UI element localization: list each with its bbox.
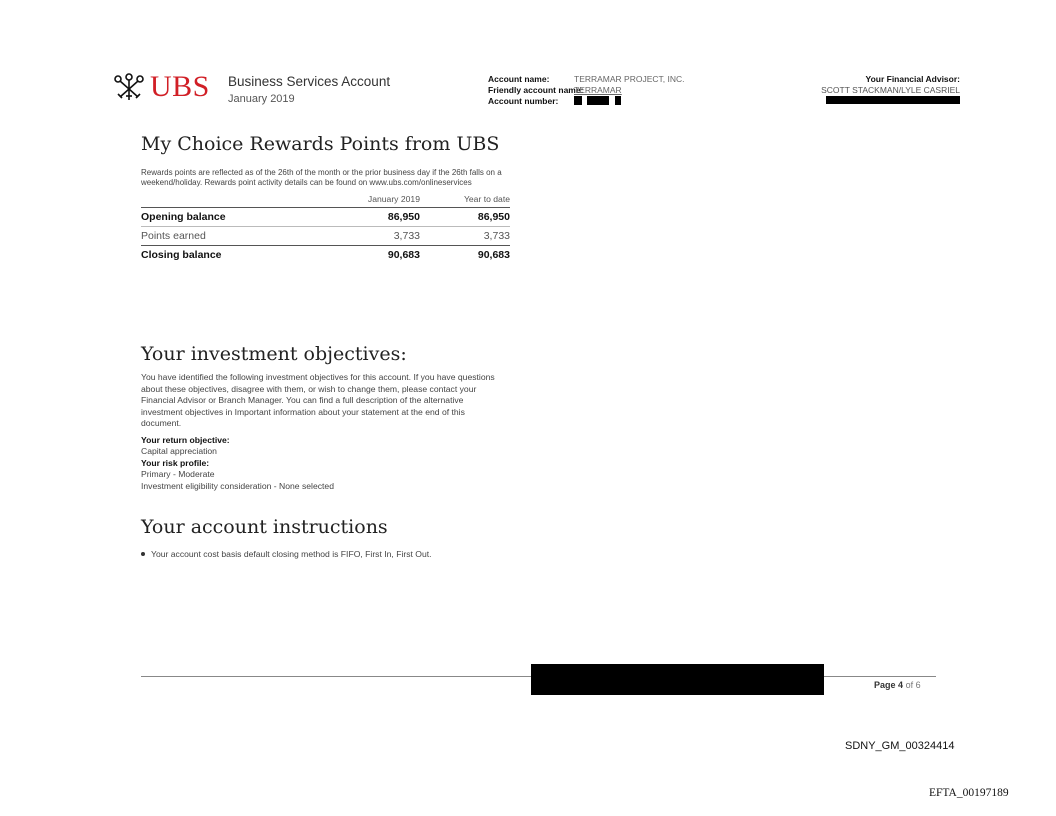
risk-profile-value: Primary - Moderate [141, 469, 215, 479]
return-objective-value: Capital appreciation [141, 446, 217, 456]
account-name-value: TERRAMAR PROJECT, INC. [574, 74, 685, 84]
objectives-paragraph: You have identified the following investment objectives for this account. If you have questions about these objectives, disagree with them, or wish to change them, please contact your Financial Advisor or Branch Manager. You can find a full description of the alternative investment objectives in Important information about your statement at the end of this document. [141, 372, 495, 428]
rewards-title: My Choice Rewards Points from UBS [141, 133, 500, 155]
rewards-intro: Rewards points are reflected as of the 26th of the month or the prior business day if the 26th falls on a weekend/holiday. Rewards point activity details can be found on www.ubs.com/onlineservices [141, 168, 502, 187]
instruction-item: Your account cost basis default closing method is FIFO, First In, First Out. [141, 549, 432, 559]
financial-advisor [821, 74, 960, 107]
col-ytd: Year to date [420, 192, 510, 208]
return-objective-label: Your return objective: [141, 434, 230, 445]
account-number-label: Account number: [488, 96, 559, 106]
friendly-name-label: Friendly account name: [488, 85, 584, 95]
footer-redaction [531, 664, 824, 695]
col-month: January 2019 [310, 192, 420, 208]
account-name-label: Account name: [488, 74, 550, 84]
advisor-name: SCOTT STACKMAN/LYLE CASRIEL [821, 85, 960, 95]
statement-period: January 2019 [228, 93, 295, 105]
table-row: Opening balance 86,950 86,950 [141, 208, 510, 227]
risk-profile-label: Your risk profile: [141, 457, 210, 468]
rewards-table [141, 192, 510, 264]
instructions-title: Your account instructions [141, 516, 388, 538]
efta-number: EFTA_00197189 [929, 787, 1009, 799]
ubs-logo-text: UBS [150, 70, 210, 103]
page-number: Page 4 of 6 [874, 680, 921, 690]
bates-number: SDNY_GM_00324414 [845, 740, 955, 752]
advisor-redaction [821, 96, 960, 107]
friendly-name-value: TERRAMAR [574, 85, 622, 95]
objectives-title: Your investment objectives: [141, 343, 407, 365]
account-meta [488, 74, 685, 108]
bullet-icon [141, 552, 145, 556]
table-row: Closing balance 90,683 90,683 [141, 249, 510, 261]
account-type: Business Services Account [228, 74, 391, 89]
objectives-section [141, 372, 513, 492]
account-number-redaction [574, 96, 621, 108]
ubs-logo [112, 72, 210, 102]
table-row: Points earned 3,733 3,733 [141, 227, 510, 246]
ubs-keys-icon [112, 72, 146, 102]
eligibility-value: Investment eligibility consideration - None selected [141, 480, 334, 491]
advisor-label: Your Financial Advisor: [865, 74, 960, 84]
